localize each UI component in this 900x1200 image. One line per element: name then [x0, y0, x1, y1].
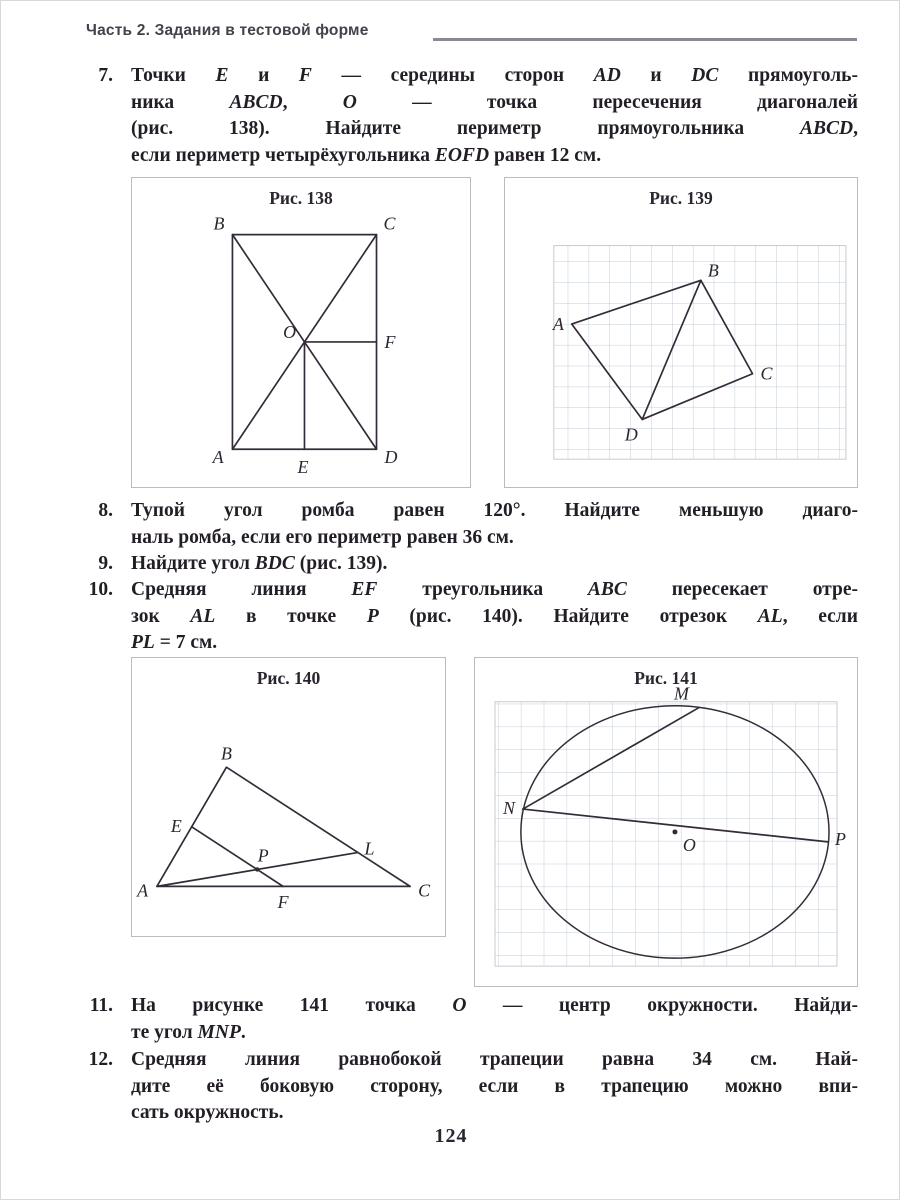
problem-text [131, 498, 858, 551]
point-label-o: O [283, 321, 297, 342]
text-line: На рисунке 141 точка O — центр окружности. Найди- [131, 995, 858, 1016]
text-line: зок AL в точке P (рис. 140). Найдите отрезок AL, если [131, 605, 858, 627]
problem-text [131, 993, 858, 1046]
center-label-o: O [682, 834, 696, 855]
figure-139 [504, 177, 858, 488]
text-line: если периметр четырёхугольника EOFD равен 12 см. [131, 144, 602, 166]
text-line: Точки E и F — середины сторон AD и DC прямоуголь- [131, 65, 858, 86]
center-o-dot [672, 829, 677, 834]
problem-number: 8. [98, 500, 113, 521]
figure-caption: Рис. 140 [256, 668, 321, 688]
point-label-l: L [364, 838, 375, 859]
point-label-c: C [760, 363, 773, 384]
figure-139-drawing [505, 178, 857, 487]
problem-text [131, 551, 858, 578]
point-label-p: P [834, 828, 846, 849]
text-line: ника ABCD, O — точка пересечения диагоналей [131, 91, 859, 113]
grid-background [554, 246, 846, 460]
problem-number: 9. [98, 553, 113, 574]
point-label-e: E [170, 815, 182, 836]
figure-140 [131, 657, 446, 937]
text-line: сать окружность. [131, 1102, 284, 1123]
figure-138-drawing [132, 178, 470, 487]
text-line: Тупой угол ромба равен 120°. Найдите меньшую диаго- [131, 500, 858, 521]
point-label-d: D [624, 424, 638, 445]
problem-number: 12. [88, 1049, 113, 1070]
text-line: PL = 7 см. [131, 632, 218, 653]
point-label-a: A [137, 880, 149, 901]
figure-140-drawing [132, 658, 445, 936]
point-label-b: B [220, 743, 232, 764]
point-label-n: N [502, 798, 515, 819]
text-line: те угол MNP. [131, 1021, 246, 1043]
figure-138 [131, 177, 471, 488]
page-header: Часть 2. Задания в тестовой форме [86, 22, 369, 39]
figure-caption: Рис. 138 [269, 188, 333, 208]
point-label-m: M [673, 683, 689, 704]
problem-text [131, 63, 858, 169]
point-p-dot [255, 867, 259, 871]
point-label-p: P [257, 845, 269, 866]
rectangle-abcd [232, 235, 376, 450]
point-label-f: F [277, 892, 289, 913]
text-line: (рис. 138). Найдите периметр прямоугольника ABCD, [131, 118, 858, 139]
text-line: наль ромба, если его периметр равен 36 см. [131, 526, 514, 548]
point-label-a: A [212, 447, 224, 468]
problem-number: 10. [88, 579, 113, 600]
triangle-abc [157, 767, 410, 886]
point-label-b: B [213, 213, 225, 234]
text-line: Средняя линия EF треугольника ABC пересекает отре- [131, 579, 858, 600]
figure-141-drawing [475, 658, 857, 986]
problem-number: 7. [98, 65, 113, 86]
text-line: Найдите угол BDC (рис. 139). [131, 553, 388, 574]
figure-141 [474, 657, 858, 987]
problem-text [131, 577, 858, 657]
point-label-d: D [384, 447, 398, 468]
text-line: дите её боковую сторону, если в трапецию можно впи- [131, 1075, 858, 1097]
figure-caption: Рис. 139 [649, 188, 713, 208]
point-label-c: C [383, 213, 396, 234]
header-rule [433, 38, 857, 41]
problem-number: 11. [89, 995, 113, 1016]
problem-text [131, 1047, 858, 1127]
point-label-c: C [418, 880, 431, 901]
point-label-b: B [707, 260, 719, 281]
figure-caption: Рис. 141 [634, 668, 698, 688]
point-label-a: A [552, 314, 564, 335]
point-label-e: E [297, 457, 309, 478]
page-number: 124 [434, 1125, 468, 1147]
text-line: Средняя линия равнобокой трапеции равна 34 см. Най- [131, 1049, 858, 1070]
point-label-f: F [384, 331, 396, 352]
